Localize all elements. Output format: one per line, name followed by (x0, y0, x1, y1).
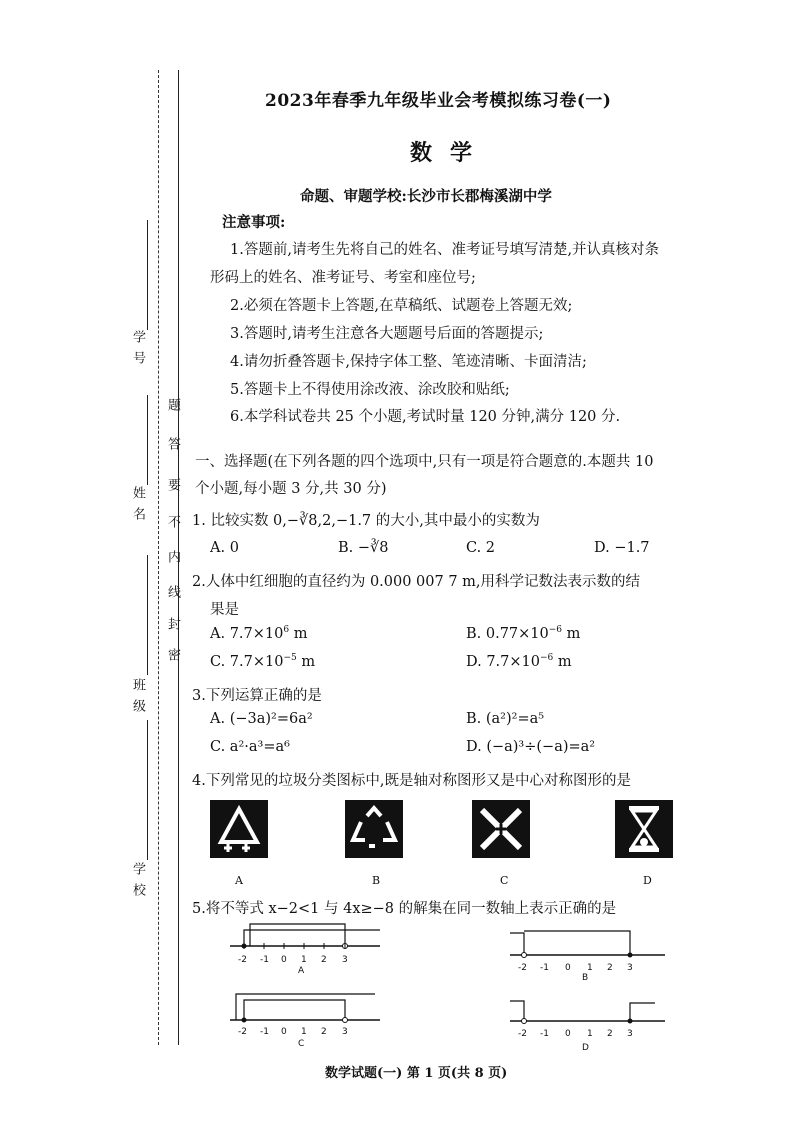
author-school-line: 命题、审题学校:长沙市长郡梅溪湖中学 (300, 188, 552, 205)
hourglass-icon-d (615, 800, 673, 858)
tick-label: 0 (281, 1027, 287, 1037)
q5-label-d: D (582, 1043, 589, 1053)
tick-label: 0 (565, 1029, 571, 1039)
q4-label-c: C (500, 874, 509, 887)
question-2-option-d: D. $7.7\times 10^{-6}$ m (466, 653, 572, 670)
tick-label: 3 (342, 1027, 348, 1037)
notice-item: 形码上的姓名、准考证号、考室和座位号; (210, 270, 476, 286)
seal-char: 线 (165, 585, 180, 600)
tick-label: 1 (587, 1029, 593, 1039)
tick-label: -2 (238, 955, 247, 965)
number-line-d (510, 995, 670, 1055)
question-5-stem: 5.将不等式 x−2<1 与 4x≥−8 的解集在同一数轴上表示正确的是 (192, 901, 617, 917)
tick-label: 3 (627, 1029, 633, 1039)
tick-label: 0 (281, 955, 287, 965)
q4-label-d: D (643, 874, 652, 887)
question-2-stem-cont: 果是 (210, 602, 239, 618)
seal-char: 答 (165, 437, 180, 452)
tick-label: 0 (565, 963, 571, 973)
question-1-option-b: B. −∛8 (338, 540, 389, 556)
question-4-stem: 4.下列常见的垃圾分类图标中,既是轴对称图形又是中心对称图形的是 (192, 773, 631, 789)
field-name-blank[interactable] (147, 395, 148, 485)
field-class: 班 级 (130, 678, 145, 715)
field-school: 学 校 (130, 862, 145, 899)
tick-label: 3 (627, 963, 633, 973)
tick-label: 3 (342, 955, 348, 965)
tick-label: 2 (607, 1029, 613, 1039)
tick-label: 1 (301, 955, 307, 965)
question-1-option-c: C. 2 (466, 540, 496, 556)
question-2-option-a: A. $7.7\times 10^6$ m (210, 625, 308, 642)
hazard-x-icon-c (472, 800, 530, 858)
notice-item: 6.本学科试卷共 25 个小题,考试时量 120 分钟,满分 120 分. (230, 409, 621, 425)
recycle-icon-a (210, 800, 268, 858)
seal-char: 题 (165, 398, 180, 413)
field-class-blank[interactable] (147, 555, 148, 675)
notice-item: 4.请勿折叠答题卡,保持字体工整、笔迹清晰、卡面清洁; (230, 354, 587, 370)
notice-item: 5.答题卡上不得使用涂改液、涂改胶和贴纸; (230, 382, 510, 398)
tick-label: 2 (321, 1027, 327, 1037)
q5-label-a: A (298, 966, 305, 975)
section-heading-cont: 个小题,每小题 3 分,共 30 分) (195, 481, 387, 497)
question-3-option-b: B. (a²)²=a⁵ (466, 711, 545, 727)
seal-dashed-line (158, 70, 159, 1045)
tick-label: -1 (540, 963, 549, 973)
question-2-option-c: C. $7.7\times 10^{-5}$ m (210, 653, 316, 670)
question-1-option-d: D. −1.7 (594, 540, 650, 556)
q5-label-b: B (582, 973, 589, 980)
seal-char: 要 (165, 478, 180, 493)
question-2-option-b: B. $0.77\times 10^{-6}$ m (466, 625, 581, 642)
exam-title: 2023年春季九年级毕业会考模拟练习卷(一) (265, 91, 612, 111)
tick-label: 2 (607, 963, 613, 973)
tick-label: -1 (260, 955, 269, 965)
number-line-b (510, 925, 670, 980)
notice-item: 3.答题时,请考生注意各大题题号后面的答题提示; (230, 326, 544, 342)
question-3-stem: 3.下列运算正确的是 (192, 688, 322, 704)
notice-item: 1.答题前,请考生先将自己的姓名、准考证号填写清楚,并认真核对条 (230, 242, 660, 258)
field-school-blank[interactable] (147, 720, 148, 860)
number-line-c (230, 988, 390, 1048)
tick-label: -1 (260, 1027, 269, 1037)
recycle-icon-b (345, 800, 403, 858)
notice-heading: 注意事项: (222, 214, 286, 231)
field-student-id: 学 号 (130, 330, 145, 367)
q5-label-c: C (298, 1039, 305, 1048)
seal-char: 密 (165, 648, 180, 663)
field-name: 姓 名 (130, 486, 145, 523)
q4-label-b: B (372, 874, 381, 887)
page-footer: 数学试题(一) 第 1 页(共 8 页) (325, 1066, 508, 1081)
notice-item: 2.必须在答题卡上答题,在草稿纸、试题卷上答题无效; (230, 298, 573, 314)
question-2-stem: 2.人体中红细胞的直径约为 0.000 007 7 m,用科学记数法表示数的结 (192, 574, 641, 590)
question-3-option-c: C. a²·a³=a⁶ (210, 739, 290, 755)
question-1-stem: 1. 比较实数 0,−∛8,2,−1.7 的大小,其中最小的实数为 (192, 513, 540, 529)
tick-label: -2 (518, 1029, 527, 1039)
tick-label: 1 (587, 963, 593, 973)
seal-char: 内 (165, 550, 180, 565)
field-student-id-blank[interactable] (147, 220, 148, 330)
tick-label: 2 (321, 955, 327, 965)
tick-label: -2 (238, 1027, 247, 1037)
q4-label-a: A (235, 874, 243, 887)
number-line-a (230, 920, 390, 975)
subject-title: 数学 (410, 140, 491, 166)
question-3-option-a: A. (−3a)²=6a² (210, 711, 313, 727)
tick-label: -2 (518, 963, 527, 973)
tick-label: 1 (301, 1027, 307, 1037)
section-heading: 一、选择题(在下列各题的四个选项中,只有一项是符合题意的.本题共 10 (195, 454, 654, 470)
seal-char: 不 (165, 515, 180, 530)
question-1-option-a: A. 0 (210, 540, 239, 556)
question-3-option-d: D. (−a)³÷(−a)=a² (466, 739, 596, 755)
tick-label: -1 (540, 1029, 549, 1039)
seal-char: 封 (165, 617, 180, 632)
